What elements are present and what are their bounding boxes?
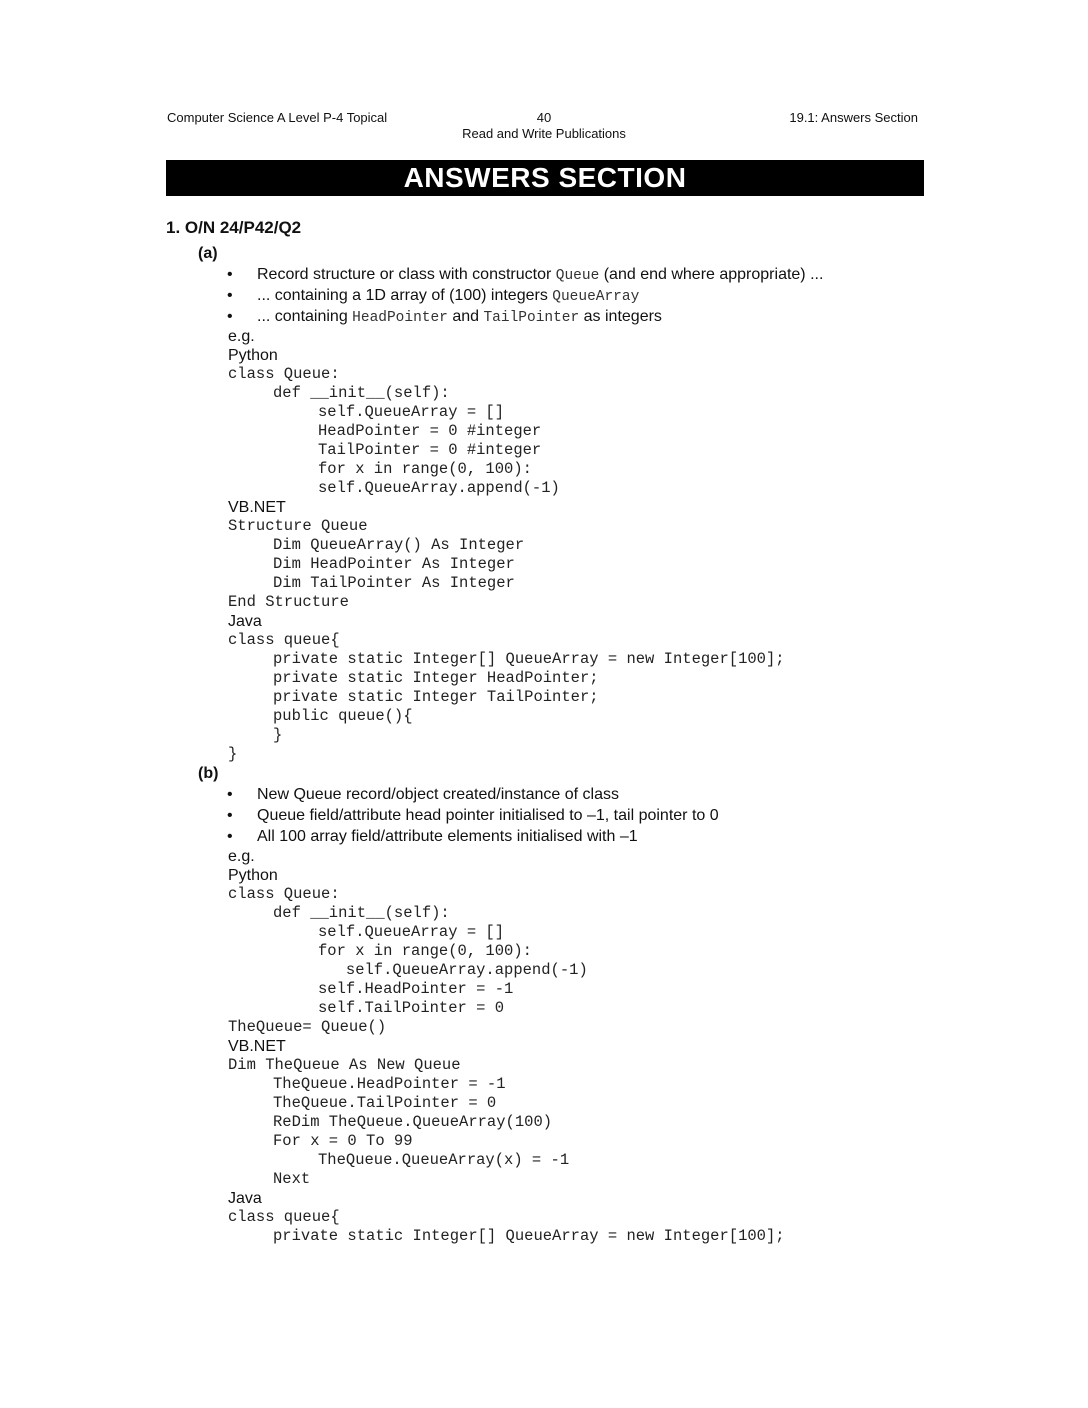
code-line: def __init__(self): [273, 904, 450, 922]
bullet-text: New Queue record/object created/instance of class [257, 786, 619, 803]
code-line: class Queue: [228, 885, 340, 903]
code-line: self.TailPointer = 0 [318, 999, 505, 1017]
bullet-point [198, 784, 918, 805]
code-line: for x in range(0, 100): [318, 942, 532, 960]
bullet-icon: • [227, 807, 233, 824]
language-label: e.g. [228, 328, 255, 345]
code-line: TheQueue.QueueArray(x) = -1 [318, 1151, 570, 1169]
code-line: Structure Queue [228, 517, 368, 535]
code-line: self.HeadPointer = -1 [318, 980, 514, 998]
code-line: } [228, 745, 238, 763]
code-identifier: HeadPointer [352, 310, 448, 326]
header-section: 19.1: Answers Section [789, 110, 918, 125]
code-identifier: QueueArray [552, 289, 640, 305]
bullet-point [198, 805, 918, 826]
bullet-icon: • [227, 266, 233, 283]
code-line: class Queue: [228, 365, 340, 383]
bullet-point [198, 826, 918, 847]
code-line: End Structure [228, 593, 349, 611]
bullet-text: Record structure or class with constructor [257, 266, 556, 283]
code-line: self.QueueArray = [] [318, 403, 505, 421]
bullet-icon: • [227, 308, 233, 325]
header-center [0, 110, 1088, 142]
language-label: Java [228, 1190, 262, 1207]
bullet-icon: • [227, 828, 233, 845]
code-identifier: TailPointer [483, 310, 580, 326]
answer-content [198, 244, 918, 1246]
bullet-icon: • [227, 786, 233, 803]
publisher: Read and Write Publications [462, 126, 626, 141]
code-line: self.QueueArray.append(-1) [318, 961, 588, 979]
language-label: Python [228, 867, 278, 884]
bullet-text: All 100 array field/attribute elements initialised with –1 [257, 828, 638, 845]
bullet-text: Queue field/attribute head pointer initialised to –1, tail pointer to 0 [257, 807, 719, 824]
part-label: (a) [198, 245, 218, 262]
section-banner: ANSWERS SECTION [166, 160, 924, 196]
code-line: } [273, 726, 283, 744]
language-label: VB.NET [228, 1038, 286, 1055]
language-label: Python [228, 347, 278, 364]
code-line: class queue{ [228, 631, 340, 649]
code-line: for x in range(0, 100): [318, 460, 532, 478]
header-subject: Computer Science A Level P-4 Topical [167, 110, 388, 125]
page-number: 40 [536, 110, 552, 125]
code-line: Dim HeadPointer As Integer [273, 555, 515, 573]
code-line: ReDim TheQueue.QueueArray(100) [273, 1113, 553, 1131]
code-line: private static Integer[] QueueArray = new Integer[100]; [273, 1227, 785, 1245]
language-label: VB.NET [228, 499, 286, 516]
code-line: TheQueue= Queue() [228, 1018, 387, 1036]
bullet-text: and [447, 308, 484, 325]
bullet-point [198, 285, 918, 306]
code-line: TailPointer = 0 #integer [318, 441, 542, 459]
code-line: private static Integer[] QueueArray = new Integer[100]; [273, 650, 785, 668]
code-line: Dim QueueArray() As Integer [273, 536, 525, 554]
code-line: class queue{ [228, 1208, 340, 1226]
language-label: e.g. [228, 848, 255, 865]
code-line: def __init__(self): [273, 384, 450, 402]
bullet-text: ... containing a 1D array of (100) integers [257, 287, 553, 304]
code-line: private static Integer HeadPointer; [273, 669, 599, 687]
code-line: HeadPointer = 0 #integer [318, 422, 542, 440]
code-line: Next [273, 1170, 311, 1188]
language-label: Java [228, 613, 262, 630]
code-line: self.QueueArray = [] [318, 923, 505, 941]
code-line: Dim TailPointer As Integer [273, 574, 515, 592]
code-line: TheQueue.TailPointer = 0 [273, 1094, 497, 1112]
bullet-text: (and end where appropriate) ... [599, 266, 824, 283]
bullet-icon: • [227, 287, 233, 304]
bullet-text: ... containing [257, 308, 353, 325]
code-line: For x = 0 To 99 [273, 1132, 413, 1150]
bullet-point [198, 264, 918, 285]
part-label: (b) [198, 765, 219, 782]
question-title: 1. O/N 24/P42/Q2 [166, 218, 302, 237]
bullet-text: as integers [579, 308, 662, 325]
code-line: TheQueue.HeadPointer = -1 [273, 1075, 506, 1093]
code-line: Dim TheQueue As New Queue [228, 1056, 461, 1074]
bullet-point [198, 306, 918, 327]
code-line: private static Integer TailPointer; [273, 688, 599, 706]
code-identifier: Queue [555, 268, 600, 284]
code-line: self.QueueArray.append(-1) [318, 479, 560, 497]
code-line: public queue(){ [273, 707, 413, 725]
